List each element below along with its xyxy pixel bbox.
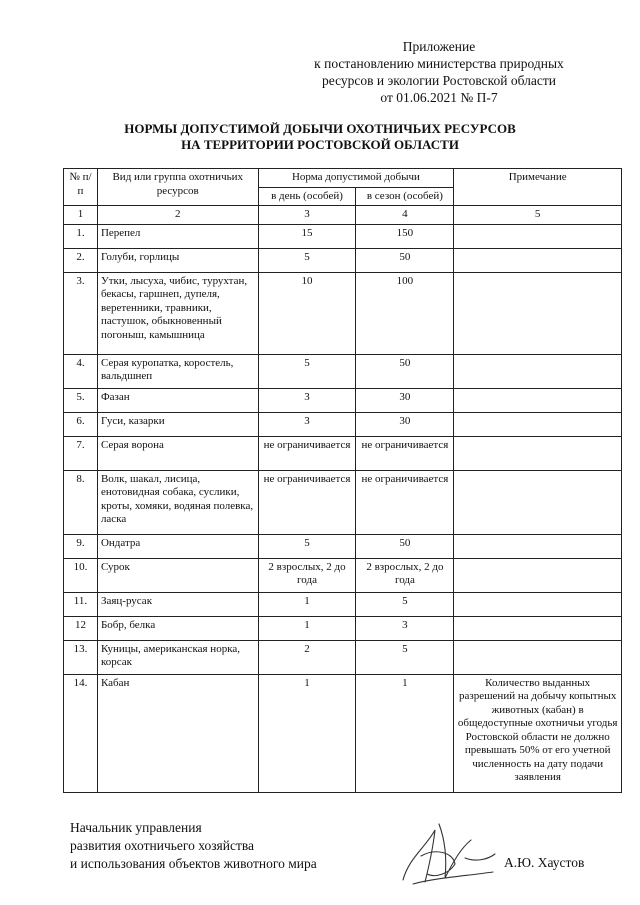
table-row bbox=[64, 436, 622, 470]
header-name: Вид или группа охотничьих ресурсов bbox=[97, 169, 258, 206]
table-row bbox=[64, 558, 622, 592]
header-day: в день (особей) bbox=[258, 187, 356, 206]
row-species: Утки, лысуха, чибис, турухтан, бекасы, гаршнеп, дупеля, веретенники, травники, пастушок, обыкновенный погоныш, камышница bbox=[97, 272, 258, 354]
table-row bbox=[64, 412, 622, 436]
header-norm: Норма допустимой добычи bbox=[258, 169, 454, 188]
title-line1: НОРМЫ ДОПУСТИМОЙ ДОБЫЧИ ОХОТНИЧЬИХ РЕСУРСОВ bbox=[124, 121, 516, 136]
appendix-block bbox=[294, 38, 584, 106]
row-number: 13. bbox=[64, 640, 98, 674]
row-per-season: 30 bbox=[356, 412, 454, 436]
col-number: 1 bbox=[64, 206, 98, 225]
row-per-day: 3 bbox=[258, 412, 356, 436]
row-per-season: 1 bbox=[356, 674, 454, 792]
row-per-season: не ограничивается bbox=[356, 470, 454, 534]
row-note bbox=[454, 470, 622, 534]
table-row bbox=[64, 248, 622, 272]
row-number: 1. bbox=[64, 224, 98, 248]
header-note: Примечание bbox=[454, 169, 622, 206]
row-per-season: 30 bbox=[356, 388, 454, 412]
row-per-day: 1 bbox=[258, 674, 356, 792]
row-per-day: 2 взрослых, 2 до года bbox=[258, 558, 356, 592]
row-number: 3. bbox=[64, 272, 98, 354]
row-number: 14. bbox=[64, 674, 98, 792]
table-row bbox=[64, 272, 622, 354]
table-row bbox=[64, 534, 622, 558]
col-number: 3 bbox=[258, 206, 356, 225]
row-per-season: 5 bbox=[356, 592, 454, 616]
row-species: Сурок bbox=[97, 558, 258, 592]
row-number: 4. bbox=[64, 354, 98, 388]
row-per-season: 50 bbox=[356, 354, 454, 388]
row-per-season: 2 взрослых, 2 до года bbox=[356, 558, 454, 592]
appendix-date: от 01.06.2021 № П-7 bbox=[380, 90, 498, 105]
row-per-day: 1 bbox=[258, 592, 356, 616]
row-per-season: не ограничивается bbox=[356, 436, 454, 470]
row-note bbox=[454, 272, 622, 354]
row-number: 12 bbox=[64, 616, 98, 640]
col-number: 4 bbox=[356, 206, 454, 225]
row-number: 6. bbox=[64, 412, 98, 436]
footer-line3: и использования объектов животного мира bbox=[70, 856, 317, 871]
appendix-ref-line2: ресурсов и экологии Ростовской области bbox=[322, 73, 556, 88]
row-species: Серая ворона bbox=[97, 436, 258, 470]
norms-table bbox=[63, 168, 622, 793]
row-per-day: 5 bbox=[258, 354, 356, 388]
column-number-row bbox=[64, 206, 622, 225]
row-note bbox=[454, 248, 622, 272]
handwritten-signature bbox=[395, 818, 500, 888]
row-species: Заяц-русак bbox=[97, 592, 258, 616]
row-per-day: 5 bbox=[258, 534, 356, 558]
row-per-day: не ограничивается bbox=[258, 436, 356, 470]
row-note bbox=[454, 224, 622, 248]
row-number: 2. bbox=[64, 248, 98, 272]
row-per-season: 150 bbox=[356, 224, 454, 248]
row-species: Кабан bbox=[97, 674, 258, 792]
row-species: Ондатра bbox=[97, 534, 258, 558]
col-number: 5 bbox=[454, 206, 622, 225]
row-note bbox=[454, 436, 622, 470]
row-note: Количество выданных разрешений на добычу копытных животных (кабан) в общедоступные охотничьи угодья Ростовской области не должно превышать 50% от его учетной численность на дату подачи заявления bbox=[454, 674, 622, 792]
row-note bbox=[454, 388, 622, 412]
row-number: 9. bbox=[64, 534, 98, 558]
row-note bbox=[454, 640, 622, 674]
row-species: Волк, шакал, лисица, енотовидная собака, суслики, кроты, хомяки, водяная полевка, ласка bbox=[97, 470, 258, 534]
header-row bbox=[64, 169, 622, 188]
row-number: 5. bbox=[64, 388, 98, 412]
row-per-season: 50 bbox=[356, 534, 454, 558]
row-per-season: 50 bbox=[356, 248, 454, 272]
row-per-day: 1 bbox=[258, 616, 356, 640]
row-per-day: 2 bbox=[258, 640, 356, 674]
row-species: Гуси, казарки bbox=[97, 412, 258, 436]
row-number: 11. bbox=[64, 592, 98, 616]
row-per-season: 100 bbox=[356, 272, 454, 354]
row-note bbox=[454, 354, 622, 388]
footer-line1: Начальник управления bbox=[70, 820, 202, 835]
row-per-day: 5 bbox=[258, 248, 356, 272]
row-per-season: 3 bbox=[356, 616, 454, 640]
table-row bbox=[64, 388, 622, 412]
table-row bbox=[64, 592, 622, 616]
row-species: Голуби, горлицы bbox=[97, 248, 258, 272]
row-note bbox=[454, 412, 622, 436]
row-note bbox=[454, 534, 622, 558]
row-species: Перепел bbox=[97, 224, 258, 248]
table-row bbox=[64, 640, 622, 674]
table-row bbox=[64, 354, 622, 388]
document-title bbox=[0, 121, 640, 153]
header-num: № п/п bbox=[64, 169, 98, 206]
footer-line2: развития охотничьего хозяйства bbox=[70, 838, 255, 853]
row-per-day: не ограничивается bbox=[258, 470, 356, 534]
signer-name: А.Ю. Хаустов bbox=[504, 855, 585, 870]
table-row bbox=[64, 470, 622, 534]
row-per-season: 5 bbox=[356, 640, 454, 674]
table-row bbox=[64, 616, 622, 640]
row-species: Фазан bbox=[97, 388, 258, 412]
row-per-day: 15 bbox=[258, 224, 356, 248]
footer-position bbox=[70, 819, 317, 873]
row-per-day: 10 bbox=[258, 272, 356, 354]
row-species: Куницы, американская норка, корсак bbox=[97, 640, 258, 674]
row-note bbox=[454, 558, 622, 592]
row-per-day: 3 bbox=[258, 388, 356, 412]
title-line2: НА ТЕРРИТОРИИ РОСТОВСКОЙ ОБЛАСТИ bbox=[181, 137, 459, 152]
table-row bbox=[64, 224, 622, 248]
row-number: 7. bbox=[64, 436, 98, 470]
row-species: Бобр, белка bbox=[97, 616, 258, 640]
appendix-ref-line1: к постановлению министерства природных bbox=[314, 56, 564, 71]
row-number: 10. bbox=[64, 558, 98, 592]
table-row bbox=[64, 674, 622, 792]
row-note bbox=[454, 592, 622, 616]
appendix-label: Приложение bbox=[402, 39, 476, 54]
row-note bbox=[454, 616, 622, 640]
row-number: 8. bbox=[64, 470, 98, 534]
header-season: в сезон (особей) bbox=[356, 187, 454, 206]
col-number: 2 bbox=[97, 206, 258, 225]
row-species: Серая куропатка, коростель, вальдшнеп bbox=[97, 354, 258, 388]
